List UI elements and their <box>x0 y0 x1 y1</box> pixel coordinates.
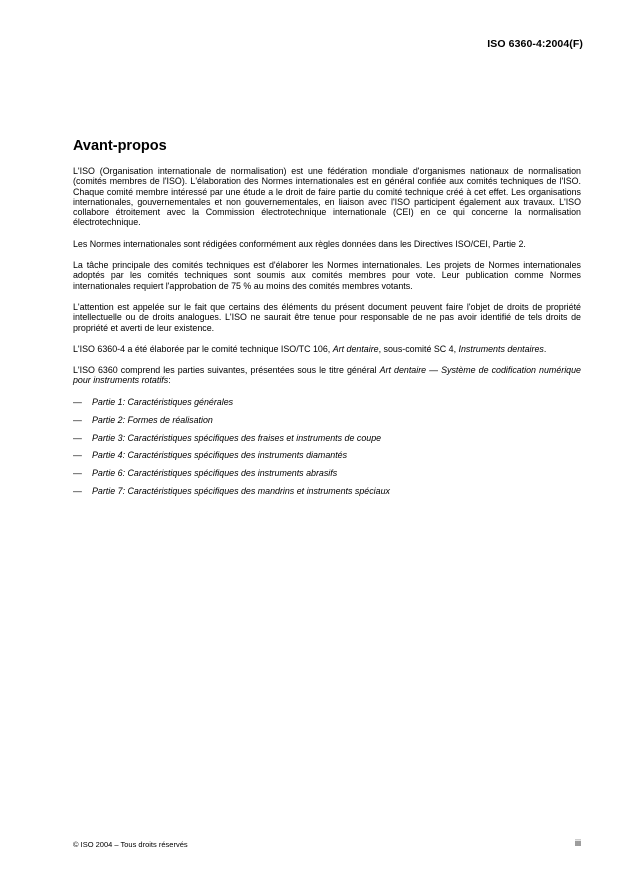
part-title: Partie 4: Caractéristiques spécifiques des instruments diamantés <box>92 450 348 461</box>
part-title: Partie 2: Formes de réalisation <box>92 414 213 425</box>
paragraph-prepared-by <box>73 344 581 354</box>
page-title: Avant-propos <box>73 138 167 154</box>
text-segment: L'ISO 6360 comprend les parties suivantes, présentées sous le titre général <box>73 365 380 376</box>
part-title: Partie 1: Caractéristiques générales <box>92 396 234 407</box>
parts-list <box>73 397 581 497</box>
part-title: Partie 7: Caractéristiques spécifiques des mandrins et instruments spéciaux <box>92 486 390 497</box>
list-item <box>73 415 581 425</box>
list-dash: — <box>73 468 82 479</box>
paragraph-parts-intro <box>73 365 581 386</box>
paragraph-patent-notice: L'attention est appelée sur le fait que certains des éléments du présent document peuvent faire l'objet de droits de propriété intellectuelle ou de droits analogues. L'ISO ne saurait être tenue pour responsable de ne pas avoir identifié de tels droits de propriété et averti de leur existence. <box>73 301 581 333</box>
page-number: iii <box>575 838 581 848</box>
text-segment: . <box>543 343 547 354</box>
paragraph-directives: Les Normes internationales sont rédigées conformément aux règles données dans les Directives ISO/CEI, Partie 2. <box>73 238 526 249</box>
committee-name: Art dentaire <box>332 343 379 354</box>
list-item <box>73 468 581 478</box>
part-title: Partie 6: Caractéristiques spécifiques des instruments abrasifs <box>92 468 338 479</box>
list-item <box>73 486 581 496</box>
paragraph-iso-intro: L'ISO (Organisation internationale de normalisation) est une fédération mondiale d'organismes nationaux de normalisation (comités membres de l'ISO). L'élaboration des Normes internationales est en général confiée aux comités techniques de l'ISO. Chaque comité membre intéressé par une étude a le droit de faire partie du comité technique créé à cet effet. Les organisations internationales, gouvernementales et non gouvernementales, en liaison avec l'ISO participent également aux travaux. L'ISO collabore étroitement avec la Commission électrotechnique internationale (CEI) en ce qui concerne la normalisation électrotechnique. <box>73 166 581 228</box>
text-segment: , sous-comité SC 4, <box>378 343 459 354</box>
list-dash: — <box>73 432 82 443</box>
list-dash: — <box>73 486 82 497</box>
foreword-section <box>73 138 581 504</box>
text-segment: : <box>168 375 171 386</box>
list-dash: — <box>73 450 82 461</box>
document-id: ISO 6360-4:2004(F) <box>487 38 583 50</box>
list-dash: — <box>73 414 82 425</box>
list-item <box>73 433 581 443</box>
general-title: Art dentaire — Système de codification numérique pour instruments rotatifs <box>73 365 581 386</box>
footer-copyright: © ISO 2004 – Tous droits réservés <box>73 840 188 849</box>
list-dash: — <box>73 396 82 407</box>
subcommittee-name: Instruments dentaires <box>458 343 544 354</box>
part-title: Partie 3: Caractéristiques spécifiques des fraises et instruments de coupe <box>92 432 382 443</box>
paragraph-main-task: La tâche principale des comités techniques est d'élaborer les Normes internationales. Les projets de Normes internationales adoptés par les comités techniques sont soumis aux comités membres pour vote. Leur publication comme Normes internationales requiert l'approbation de 75 % au moins des comités membres votants. <box>73 260 581 291</box>
list-item <box>73 450 581 460</box>
list-item <box>73 397 581 407</box>
text-segment: L'ISO 6360-4 a été élaborée par le comité technique ISO/TC 106, <box>73 343 333 354</box>
